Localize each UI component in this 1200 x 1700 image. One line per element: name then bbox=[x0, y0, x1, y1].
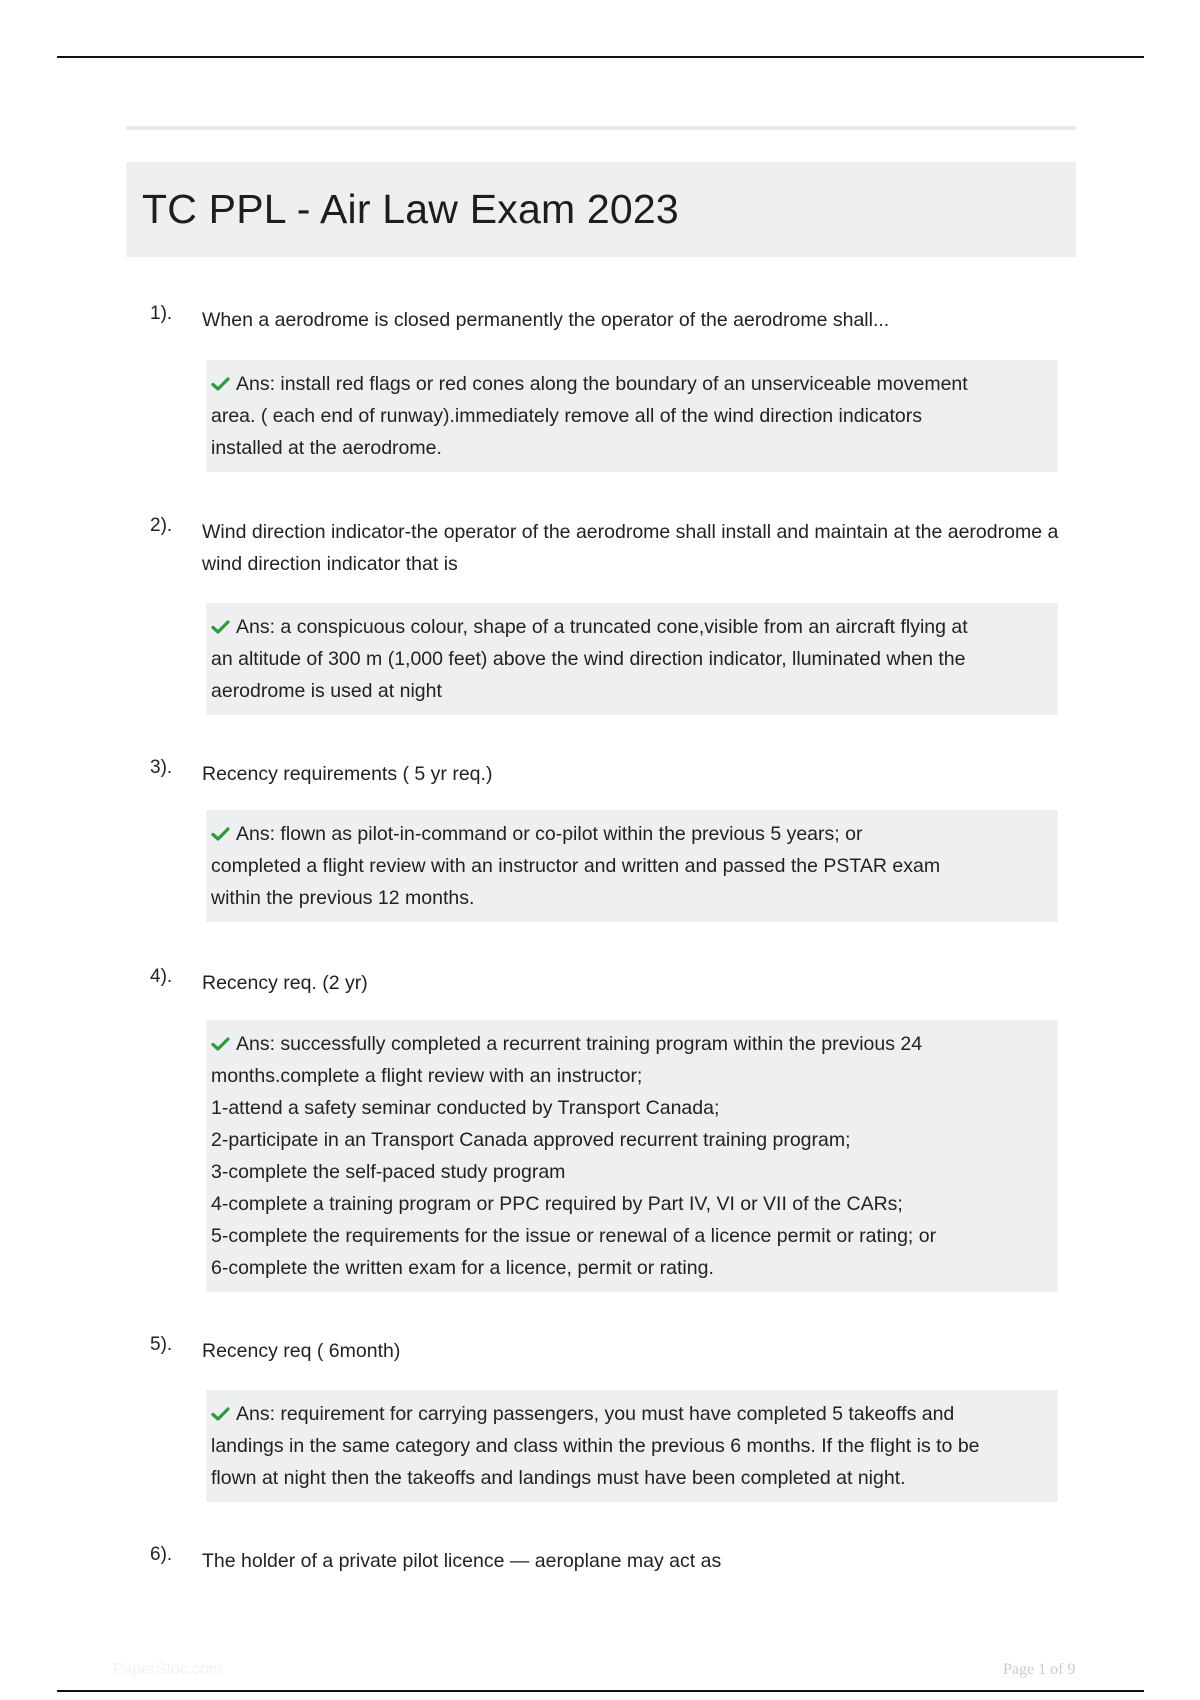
answer-box bbox=[206, 810, 1058, 922]
answer-line: 5-complete the requirements for the issue or renewal of a licence permit or rating; or bbox=[211, 1225, 937, 1247]
title-banner bbox=[126, 162, 1076, 257]
question-text: The holder of a private pilot licence — aeroplane may act as bbox=[202, 1550, 722, 1572]
answer-line: aerodrome is used at night bbox=[211, 680, 442, 702]
answer-box bbox=[206, 603, 1058, 715]
answer-box bbox=[206, 1020, 1058, 1292]
answer-line: Ans: requirement for carrying passengers, you must have completed 5 takeoffs and bbox=[211, 1398, 1050, 1430]
answer-line: 4-complete a training program or PPC required by Part IV, VI or VII of the CARs; bbox=[211, 1193, 903, 1215]
answer-line: Ans: install red flags or red cones along the boundary of an unserviceable movement bbox=[211, 368, 1050, 400]
bottom-rule bbox=[57, 1690, 1144, 1692]
answer-line: Ans: successfully completed a recurrent training program within the previous 24 bbox=[211, 1028, 1050, 1060]
question-text: Recency req. (2 yr) bbox=[202, 972, 368, 994]
footer-watermark: PaperStoc.com bbox=[113, 1661, 223, 1678]
check-icon bbox=[211, 1037, 230, 1051]
check-icon bbox=[211, 377, 230, 391]
question-text: Wind direction indicator-the operator of the aerodrome shall install and maintain at the aerodrome a wind direction indicator that is bbox=[202, 521, 1059, 575]
answer-line: months.complete a flight review with an instructor; bbox=[211, 1065, 643, 1087]
answer-line: installed at the aerodrome. bbox=[211, 437, 442, 459]
answer-line: 6-complete the written exam for a licence, permit or rating. bbox=[211, 1257, 714, 1279]
question-text: Recency req ( 6month) bbox=[202, 1340, 401, 1362]
top-rule bbox=[57, 56, 1144, 58]
check-icon bbox=[211, 1407, 230, 1421]
question-number: 3). bbox=[150, 757, 173, 778]
question-number: 1). bbox=[150, 303, 173, 324]
question-number: 4). bbox=[150, 966, 173, 987]
answer-box bbox=[206, 1390, 1058, 1502]
answer-line: landings in the same category and class within the previous 6 months. If the flight is to be bbox=[211, 1435, 980, 1457]
question-number: 6). bbox=[150, 1544, 173, 1565]
answer-line: 2-participate in an Transport Canada approved recurrent training program; bbox=[211, 1129, 851, 1151]
page-number: Page 1 of 9 bbox=[1003, 1661, 1076, 1678]
answer-line: flown at night then the takeoffs and landings must have been completed at night. bbox=[211, 1467, 906, 1489]
answer-line: an altitude of 300 m (1,000 feet) above the wind direction indicator, lluminated when the bbox=[211, 648, 966, 670]
answer-line: 1-attend a safety seminar conducted by Transport Canada; bbox=[211, 1097, 720, 1119]
question-number: 5). bbox=[150, 1334, 173, 1355]
page-title: TC PPL - Air Law Exam 2023 bbox=[142, 186, 679, 232]
question-number: 2). bbox=[150, 515, 173, 536]
question-text: Recency requirements ( 5 yr req.) bbox=[202, 763, 493, 785]
answer-line: Ans: a conspicuous colour, shape of a truncated cone,visible from an aircraft flying at bbox=[211, 611, 1050, 643]
answer-line: 3-complete the self-paced study program bbox=[211, 1161, 566, 1183]
answer-line: completed a flight review with an instructor and written and passed the PSTAR exam bbox=[211, 855, 941, 877]
answer-line: within the previous 12 months. bbox=[211, 887, 475, 909]
question-text: When a aerodrome is closed permanently the operator of the aerodrome shall... bbox=[202, 309, 890, 331]
header-divider bbox=[126, 126, 1076, 130]
answer-line: Ans: flown as pilot-in-command or co-pilot within the previous 5 years; or bbox=[211, 818, 1050, 850]
answer-line: area. ( each end of runway).immediately remove all of the wind direction indicators bbox=[211, 405, 923, 427]
check-icon bbox=[211, 827, 230, 841]
check-icon bbox=[211, 620, 230, 634]
answer-box bbox=[206, 360, 1058, 472]
